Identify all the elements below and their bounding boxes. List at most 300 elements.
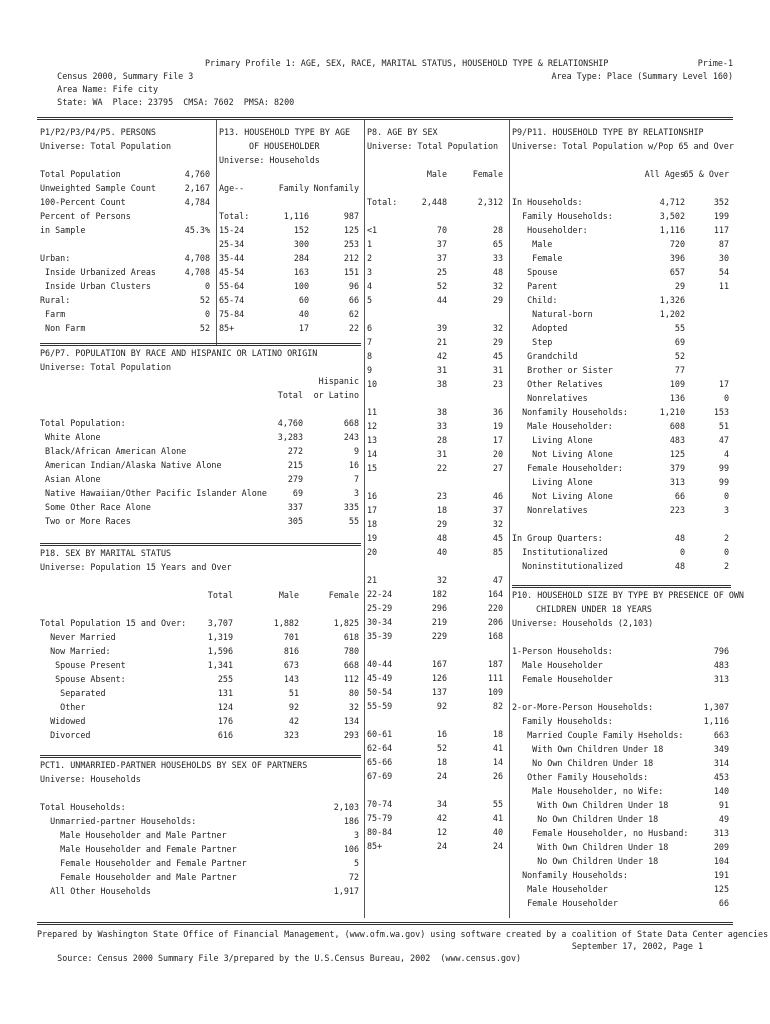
row-age: 62-64 [367,743,393,753]
row-65-over: 2 [723,561,729,571]
table-row [219,321,361,335]
table-row [367,503,505,517]
section-universe: Universe: Households [40,774,141,784]
row-value: 4,784 [184,197,210,207]
section-universe: Universe: Total Population w/Pop 65 and Over [512,141,734,151]
row-family: 100 [293,281,309,291]
row-male: 18 [436,505,447,515]
row-male: 22 [436,463,447,473]
row-age: 25-34 [219,239,245,249]
table-row [512,840,731,854]
row-label: No Own Children Under 18 [512,856,659,866]
row-male: 25 [436,267,447,277]
row-label: Adopted [512,323,568,333]
table-row [367,265,505,279]
table-row [367,531,505,545]
row-nonfamily: 987 [343,211,359,221]
row-age: 35-44 [219,253,245,263]
table-row [40,686,361,700]
table-row [512,644,731,658]
table-row [512,854,731,868]
table-row [367,321,505,335]
row-female: 14 [492,757,503,767]
row-value: 483 [713,660,729,670]
row-age: 80-84 [367,827,393,837]
row-total: 1,319 [207,632,233,642]
table-row [512,686,731,700]
total-label: Total: [367,197,398,207]
row-all-ages: 109 [669,379,685,389]
table-row [219,251,361,265]
row-label: Family Households: [512,211,613,221]
section-title: PCT1. UNMARRIED-PARTNER HOUSEHOLDS BY SEX OF PARTNERS [40,760,308,770]
table-row [512,672,731,686]
table-row [40,181,212,195]
row-male: 70 [436,225,447,235]
row-all-ages: 48 [674,533,685,543]
table-row [512,195,731,209]
row-total: 215 [287,460,303,470]
row-label: Parent [512,281,558,291]
table-row [367,657,505,671]
row-family: 1,116 [283,211,309,221]
row-label: Male Householder and Male Partner [40,830,227,840]
row-age: 15 [367,463,378,473]
table-row [512,391,731,405]
row-label: Institutionalized [512,547,608,557]
row-label: Unmarried-partner Households: [40,816,197,826]
row-male: 23 [436,491,447,501]
row-female: 29 [492,295,503,305]
row-value: 0 [204,281,210,291]
row-label: Living Alone [512,477,593,487]
table-row [512,461,731,475]
row-label: Female Householder, no Husband: [512,828,689,838]
row-label: Some Other Race Alone [40,502,151,512]
row-female: 32 [492,281,503,291]
row-age: 13 [367,435,378,445]
row-male: 18 [436,757,447,767]
table-row [367,517,505,531]
table-row [512,293,731,307]
table-row [367,489,505,503]
table-row [40,293,212,307]
row-all-ages: 1,210 [659,407,685,417]
row-age: 14 [367,449,378,459]
row-female: 65 [492,239,503,249]
row-nonfamily: 253 [343,239,359,249]
footer-date-page: September 17, 2002, Page 1 [571,941,703,951]
row-all-ages: 125 [669,449,685,459]
table-row [512,503,731,517]
row-hispanic: 9 [353,446,359,456]
row-male: 296 [431,603,447,613]
row-65-over: 87 [718,239,729,249]
row-male: 167 [431,659,447,669]
table-row [40,223,212,237]
row-family: 163 [293,267,309,277]
row-hispanic: 243 [343,432,359,442]
row-age: 40-44 [367,659,393,669]
row-female: 780 [343,646,359,656]
row-male: 16 [436,729,447,739]
col-header-male: Male [426,169,447,179]
table-row [367,797,505,811]
col-header-nonfamily: Nonfamily [313,183,359,193]
table-row [512,489,731,503]
row-age: 65-66 [367,757,393,767]
row-female: 18 [492,729,503,739]
row-label: White Alone [40,432,101,442]
table-row [219,279,361,293]
row-age: 4 [367,281,373,291]
table-row [367,293,505,307]
table-row [512,658,731,672]
row-nonfamily: 212 [343,253,359,263]
section-universe: Universe: Households [219,155,320,165]
row-age: 25-29 [367,603,393,613]
header-page-code: Prime-1 [697,58,733,68]
row-label: Male Householder and Female Partner [40,844,237,854]
row-age: 21 [367,575,378,585]
table-row [367,839,505,853]
section-universe: Universe: Total Population [40,362,172,372]
row-label: With Own Children Under 18 [512,800,669,810]
row-age: 45-49 [367,673,393,683]
row-value: 453 [713,772,729,782]
row-age: 50-54 [367,687,393,697]
table-row [512,728,731,742]
section-p9-relationship [512,125,734,573]
row-label: Male Householder [512,884,608,894]
table-row [512,209,731,223]
row-total: 176 [217,716,233,726]
row-label: Male Householder [512,660,603,670]
table-row [40,416,361,430]
table-row [367,741,505,755]
table-row [512,784,731,798]
row-65-over: 47 [718,435,729,445]
row-male: 40 [436,547,447,557]
row-65-over: 2 [723,533,729,543]
table-row [512,882,731,896]
row-female: 293 [343,730,359,740]
page-footer [37,928,769,963]
row-value: 4,760 [184,169,210,179]
section-title: P18. SEX BY MARITAL STATUS [40,548,172,558]
table-row [367,419,505,433]
row-age: 30-34 [367,617,393,627]
row-value: 106 [343,844,359,854]
row-label: Percent of Persons [40,211,131,221]
row-female: 33 [492,253,503,263]
table-row [512,363,731,377]
row-label: Living Alone [512,435,593,445]
row-male: 12 [436,827,447,837]
table-row [512,377,731,391]
section-p13-household-type-by-age [219,125,361,335]
row-age: 85+ [367,841,383,851]
row-all-ages: 720 [669,239,685,249]
row-label: Grandchild [512,351,578,361]
row-female: 41 [492,813,503,823]
table-row [367,629,505,643]
row-male: 1,882 [273,618,299,628]
row-male: 37 [436,253,447,263]
row-65-over: 30 [718,253,729,263]
row-label: Family Households: [512,716,613,726]
table-row [367,433,505,447]
row-total: 272 [287,446,303,456]
row-all-ages: 0 [679,547,685,557]
table-row [40,514,361,528]
row-total: 124 [217,702,233,712]
row-all-ages: 52 [674,351,685,361]
table-row [367,811,505,825]
row-65-over: 3 [723,505,729,515]
row-label: in Sample [40,225,86,235]
table-row [40,814,361,828]
row-total: 337 [287,502,303,512]
table-row [367,251,505,265]
table-row [40,828,361,842]
row-label: Child: [512,295,558,305]
row-total: 4,760 [277,418,303,428]
section-title: P13. HOUSEHOLD TYPE BY AGE [219,127,351,137]
row-male: 229 [431,631,447,641]
row-age: 75-79 [367,813,393,823]
row-family: 284 [293,253,309,263]
row-nonfamily: 151 [343,267,359,277]
row-all-ages: 657 [669,267,685,277]
row-family: 40 [298,309,309,319]
row-value: 125 [713,884,729,894]
row-all-ages: 29 [674,281,685,291]
table-row [512,321,731,335]
table-row [367,405,505,419]
row-hispanic: 55 [348,516,359,526]
table-row [512,237,731,251]
table-row [40,856,361,870]
row-value: 313 [713,828,729,838]
row-label: Unweighted Sample Count [40,183,156,193]
row-age: 22-24 [367,589,393,599]
row-label: 100-Percent Count [40,197,126,207]
table-row [512,433,731,447]
row-total: 255 [217,674,233,684]
row-total: 1,341 [207,660,233,670]
row-all-ages: 136 [669,393,685,403]
section-universe: Universe: Households (2,103) [512,618,654,628]
row-male: 28 [436,435,447,445]
table-row [512,517,731,531]
row-total: 616 [217,730,233,740]
header-profile-title: Primary Profile 1: AGE, SEX, RACE, MARITAL STATUS, HOUSEHOLD TYPE & RELATIONSHIP [205,58,609,68]
row-male: 38 [436,379,447,389]
row-label: Other Family Households: [512,772,649,782]
row-value: 4,708 [184,267,210,277]
section-universe: Universe: Population 15 Years and Over [40,562,232,572]
table-row [512,265,731,279]
row-female: 32 [492,323,503,333]
table-row [40,658,361,672]
row-family: 300 [293,239,309,249]
row-age: 6 [367,323,373,333]
row-age: 85+ [219,323,235,333]
row-female: 29 [492,337,503,347]
table-row [512,700,731,714]
table-row [367,377,505,391]
table-row [367,447,505,461]
row-age: 60-61 [367,729,393,739]
row-label: Farm [40,309,66,319]
row-all-ages: 48 [674,561,685,571]
row-65-over: 0 [723,547,729,557]
row-value: 49 [718,814,729,824]
section-title: P8. AGE BY SEX [367,127,438,137]
row-age: 8 [367,351,373,361]
row-65-over: 51 [718,421,729,431]
row-female: 24 [492,841,503,851]
row-female: 19 [492,421,503,431]
table-row [367,363,505,377]
row-label: American Indian/Alaska Native Alone [40,460,222,470]
footer-prepared-by: Prepared by Washington State Office of Financial Management, (www.ofm.wa.gov) using software created by a coalition of State Data Center agencies [37,929,769,939]
section-p6-race-hispanic [40,343,361,528]
row-male: 31 [436,449,447,459]
row-value: 313 [713,674,729,684]
row-label: Nonrelatives [512,393,588,403]
row-nonfamily: 96 [348,281,359,291]
row-label: 1-Person Households: [512,646,613,656]
row-female: 48 [492,267,503,277]
table-row [512,335,731,349]
row-female: 134 [343,716,359,726]
row-female: 47 [492,575,503,585]
row-65-over: 99 [718,477,729,487]
col-header-age: Age-- [219,183,245,193]
row-value: 2,167 [184,183,210,193]
row-all-ages: 55 [674,323,685,333]
row-all-ages: 4,712 [659,197,685,207]
row-value: 2,103 [333,802,359,812]
row-age: 70-74 [367,799,393,809]
row-label: Two or More Races [40,516,131,526]
row-female: 618 [343,632,359,642]
table-row [40,500,361,514]
row-age: 15-24 [219,225,245,235]
row-label: Spouse [512,267,558,277]
table-row [40,630,361,644]
row-age: 17 [367,505,378,515]
row-label: Female Householder [512,674,613,684]
row-male: 219 [431,617,447,627]
column-divider-3 [509,120,510,918]
row-all-ages: 379 [669,463,685,473]
table-row [367,279,505,293]
row-male: 52 [436,743,447,753]
row-male: 51 [288,688,299,698]
row-female: 28 [492,225,503,235]
row-age: 55-64 [219,281,245,291]
row-male: 24 [436,841,447,851]
row-age: 35-39 [367,631,393,641]
column-divider-1 [216,120,217,345]
row-male: 323 [283,730,299,740]
col-header-65-over: 65 & Over [683,169,729,179]
table-row [512,798,731,812]
table-row [512,770,731,784]
row-label: Householder: [512,225,588,235]
row-label: Total Households: [40,802,126,812]
row-value: 1,917 [333,886,359,896]
table-row [367,699,505,713]
table-row [367,545,505,559]
row-age: <1 [367,225,378,235]
row-label: Widowed [40,716,86,726]
table-row [512,868,731,882]
section-universe: Universe: Total Population [40,141,172,151]
row-nonfamily: 125 [343,225,359,235]
footer-source: Source: Census 2000 Summary File 3/prepared by the U.S.Census Bureau, 2002 (www.census.gov) [57,953,522,963]
row-value: 52 [199,295,210,305]
header-geo-codes: State: WA Place: 23795 CMSA: 7602 PMSA: 8200 [57,97,295,107]
table-row [40,884,361,898]
row-label: Black/African American Alone [40,446,187,456]
table-row [512,223,731,237]
row-female: 164 [487,589,503,599]
row-label: Total Population 15 and Over: [40,618,187,628]
row-age: 75-84 [219,309,245,319]
row-age: 55-59 [367,701,393,711]
table-row [40,728,361,742]
table-row [367,685,505,699]
table-row [40,486,361,500]
row-value: 5 [353,858,359,868]
row-age: 3 [367,267,373,277]
row-value: 140 [713,786,729,796]
section-p10-household-size [512,585,744,910]
col-header-female: Female [472,169,503,179]
table-row [40,444,361,458]
row-label: No Own Children Under 18 [512,758,654,768]
table-row [367,825,505,839]
row-male: 143 [283,674,299,684]
col-header-all-ages: All Ages [644,169,685,179]
row-all-ages: 77 [674,365,685,375]
row-all-ages: 313 [669,477,685,487]
row-female: 31 [492,365,503,375]
table-row [512,896,731,910]
row-age: 19 [367,533,378,543]
row-age: 11 [367,407,378,417]
row-value: 0 [204,309,210,319]
row-male: 52 [436,281,447,291]
row-65-over: 4 [723,449,729,459]
row-total: 305 [287,516,303,526]
row-label: Not Living Alone [512,449,613,459]
table-row [219,265,361,279]
row-nonfamily: 66 [348,295,359,305]
row-label: Female Householder and Male Partner [40,872,237,882]
row-all-ages: 69 [674,337,685,347]
row-total: 131 [217,688,233,698]
col-header-or-latino: or Latino [313,390,359,400]
row-value: 66 [718,898,729,908]
row-age: 7 [367,337,373,347]
row-total: 3,707 [207,618,233,628]
row-65-over: 17 [718,379,729,389]
